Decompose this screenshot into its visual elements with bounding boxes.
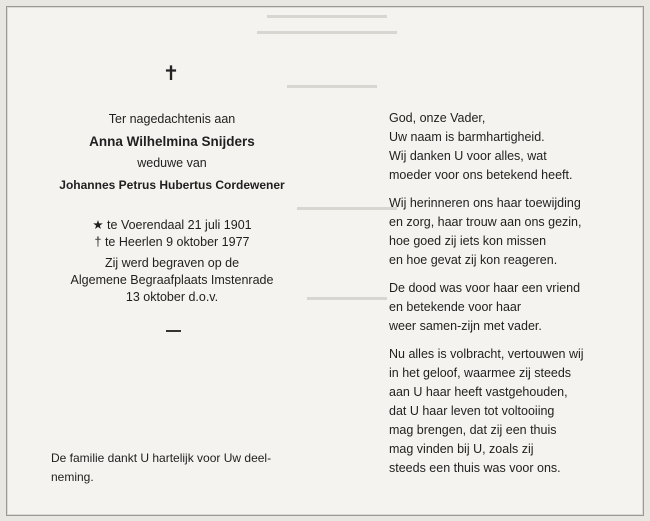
poem-line: De dood was voor haar een vriend <box>389 281 581 295</box>
cross-icon: ✝ <box>162 63 180 85</box>
poem-stanza <box>389 345 634 478</box>
poem-line: en zorg, haar trouw aan ons gezin, <box>389 215 582 229</box>
poem-line: Wij herinneren ons haar toewijding <box>389 196 581 210</box>
poem-line: dat U haar leven tot voltooiing <box>389 404 555 418</box>
thanks-line-2: neming. <box>51 470 94 484</box>
thanks-line-1: De familie dankt U hartelijk voor Uw deel- <box>51 451 272 465</box>
death-line: † te Heerlen 9 oktober 1977 <box>94 235 250 249</box>
poem-line: mag brengen, dat zij een thuis <box>389 423 557 437</box>
spouse-name: Johannes Petrus Hubertus Cordewener <box>59 178 285 192</box>
prayer-poem <box>389 109 634 487</box>
poem-line: en hoe gevat zij kon reageren. <box>389 253 558 267</box>
divider-dash <box>166 330 181 332</box>
poem-line: mag vinden bij U, zoals zij <box>389 442 534 456</box>
poem-line: Wij danken U voor alles, wat <box>389 149 547 163</box>
poem-line: Uw naam is barmhartigheid. <box>389 130 545 144</box>
burial-line-3: 13 oktober d.o.v. <box>125 290 219 304</box>
memorial-card <box>6 6 644 516</box>
relation-text: weduwe van <box>137 156 207 170</box>
poem-line: in het geloof, waarmee zij steeds <box>389 366 572 380</box>
poem-line: moeder voor ons betekend heeft. <box>389 168 573 182</box>
poem-stanza <box>389 109 634 185</box>
left-panel <box>7 7 337 515</box>
poem-line: en betekende voor haar <box>389 300 522 314</box>
poem-line: aan U haar heeft vastgehouden, <box>389 385 568 399</box>
deceased-name: Anna Wilhelmina Snijders <box>89 134 255 149</box>
poem-line: Nu alles is volbracht, vertouwen wij <box>389 347 584 361</box>
poem-stanza <box>389 194 634 270</box>
birth-line: ★ te Voerendaal 21 juli 1901 <box>92 218 252 232</box>
poem-line: weer samen-zijn met vader. <box>389 319 542 333</box>
poem-line: steeds een thuis was voor ons. <box>389 461 561 475</box>
poem-line: hoe goed zij iets kon missen <box>389 234 547 248</box>
burial-line-1: Zij werd begraven op de <box>104 256 240 270</box>
poem-line: God, onze Vader, <box>389 111 486 125</box>
poem-stanza <box>389 279 634 336</box>
burial-line-2: Algemene Begraafplaats Imstenrade <box>70 273 274 287</box>
intro-text: Ter nagedachtenis aan <box>108 112 236 126</box>
family-thanks <box>51 449 311 487</box>
